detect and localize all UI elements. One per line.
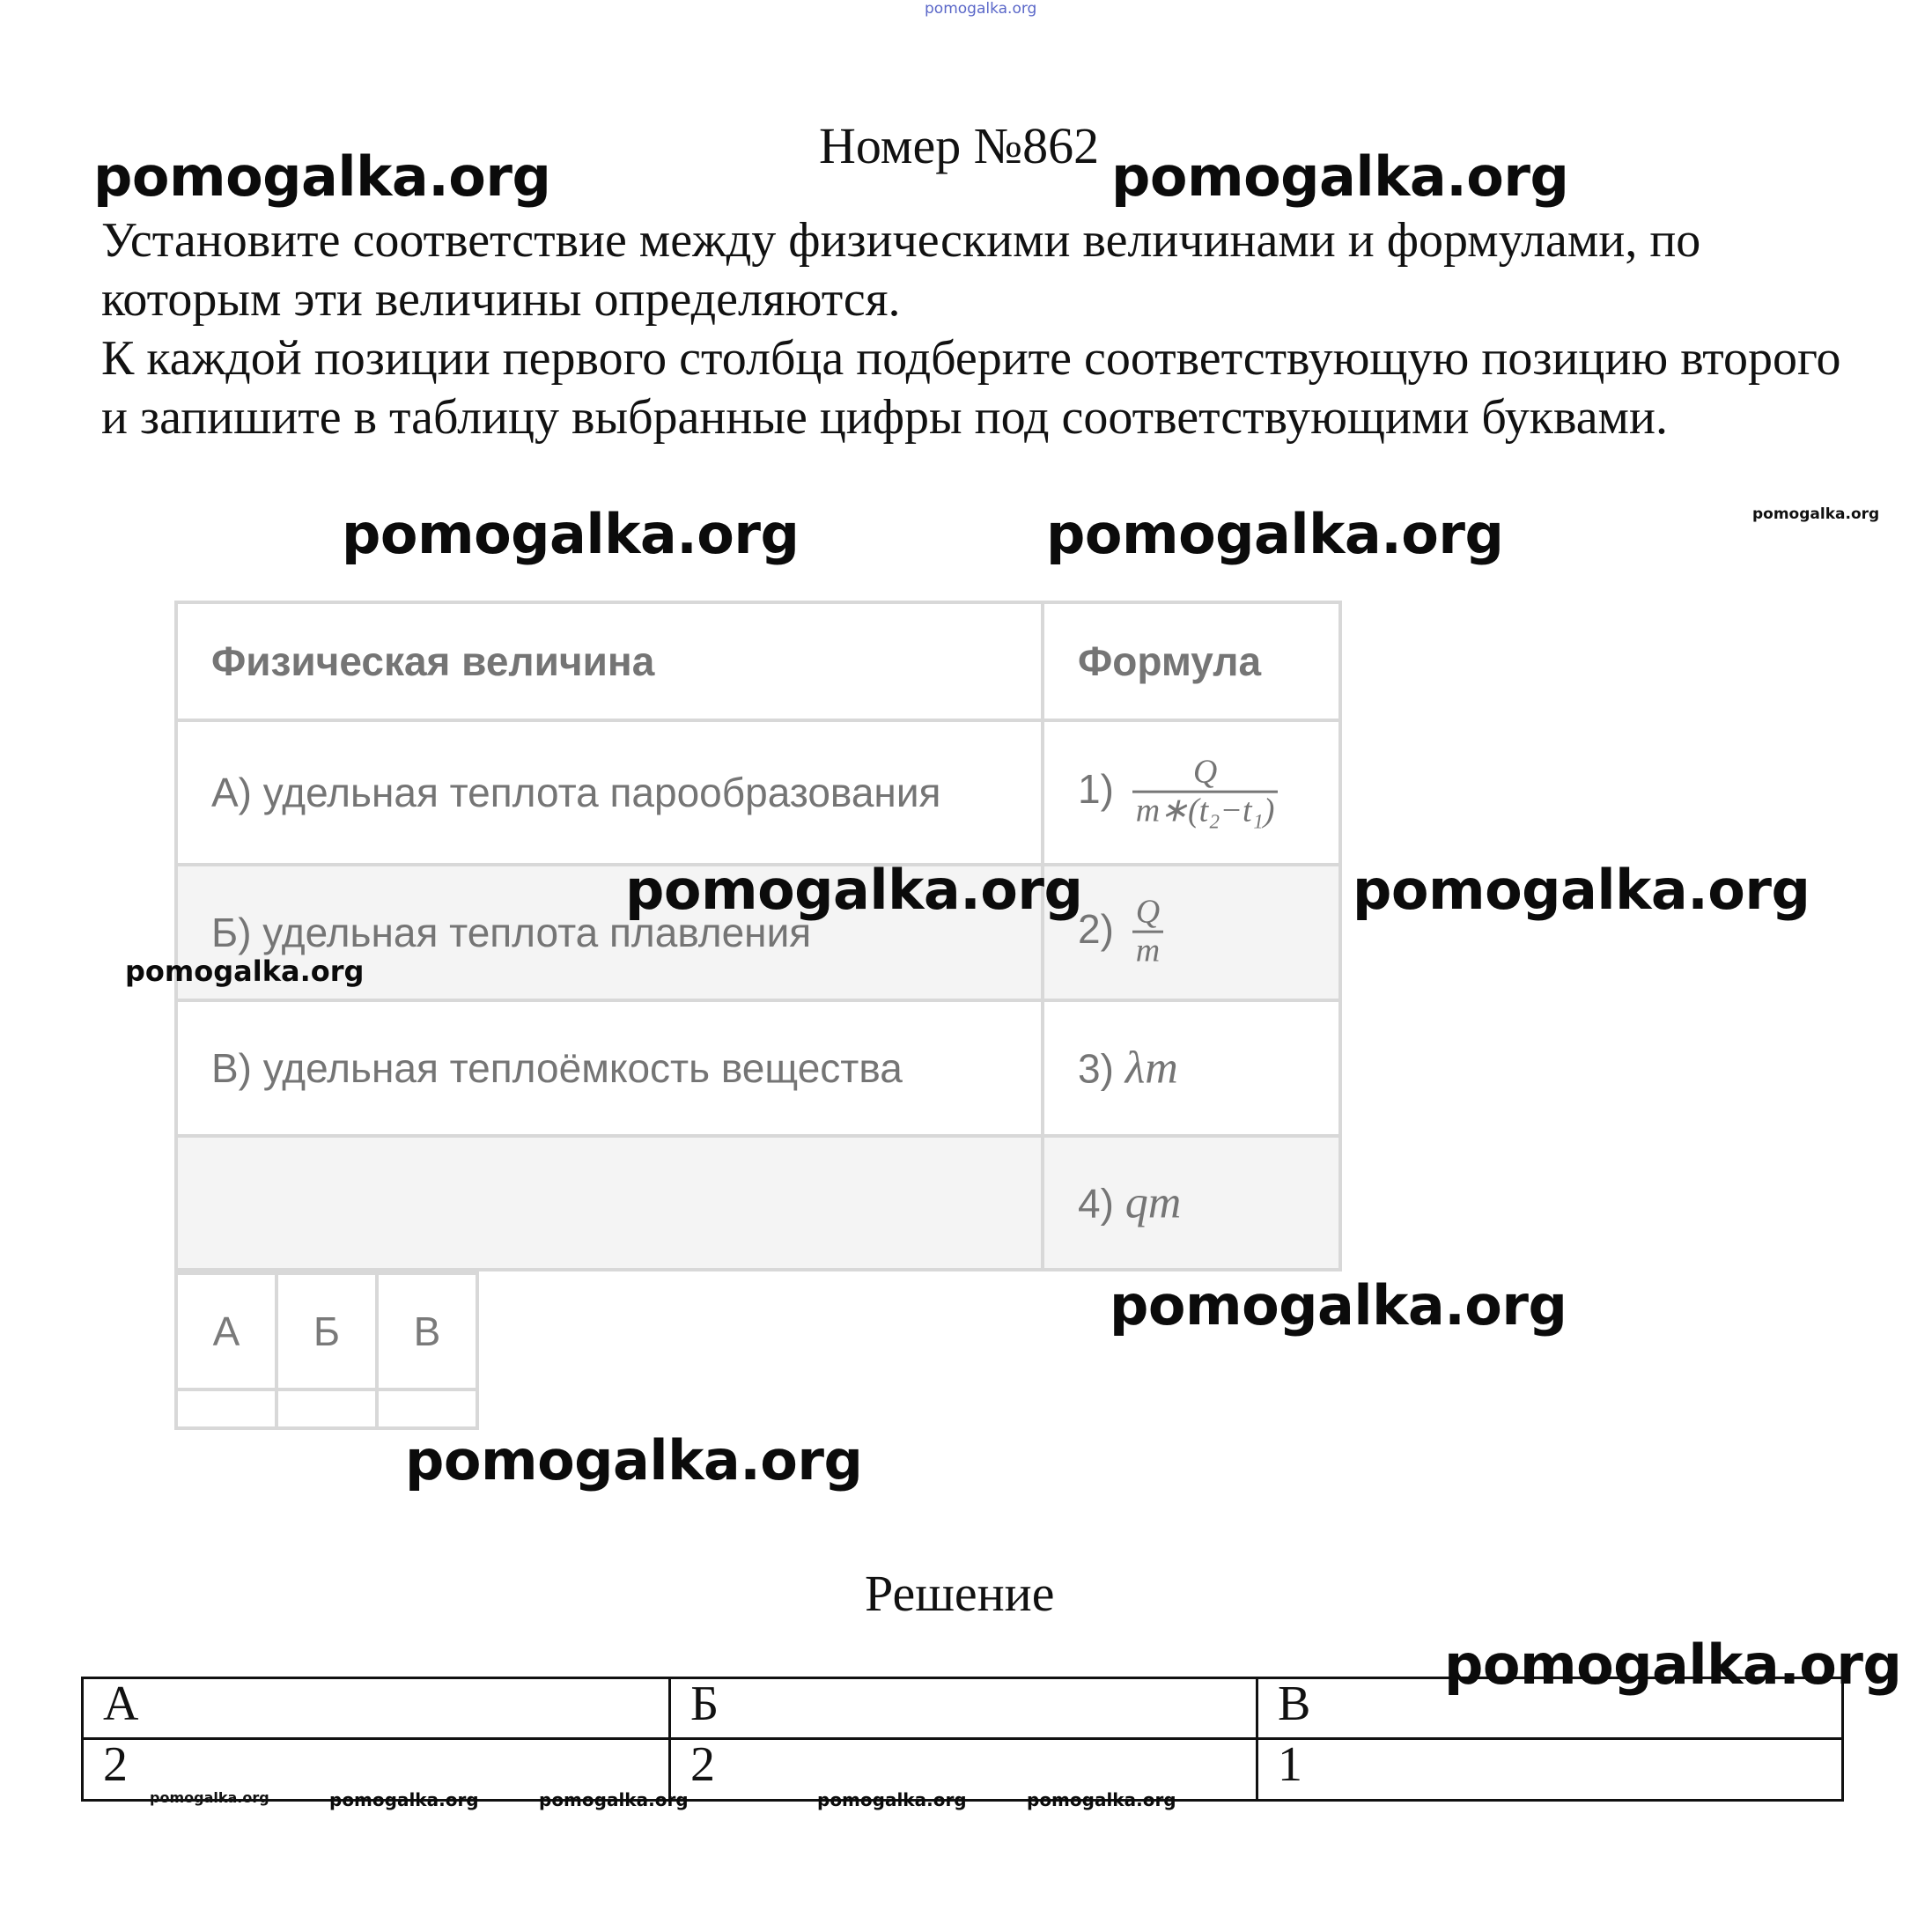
quantity-b: Б) удельная теплота плавления xyxy=(174,863,1044,1002)
watermark: pomogalka.org xyxy=(1110,1273,1567,1338)
task-text xyxy=(101,211,1845,447)
top-watermark: pomogalka.org xyxy=(925,0,1037,18)
quantity-empty xyxy=(174,1134,1044,1271)
solution-header-a: А xyxy=(81,1677,671,1740)
formula-4: 4) qm xyxy=(1041,1134,1342,1271)
task-paragraph-1: Установите соответствие между физическими величинами и формулами, по которым эти величины определяются. xyxy=(101,213,1701,327)
formula-3: 3) λm xyxy=(1041,999,1342,1138)
solution-value-c: 1 xyxy=(1256,1737,1844,1802)
question-table xyxy=(174,601,1342,1271)
watermark-tiny: pomogalka.org xyxy=(1752,505,1880,523)
watermark: pomogalka.org xyxy=(342,502,800,566)
solution-title: Решение xyxy=(865,1565,1055,1622)
watermark-small: pomogalka.org xyxy=(539,1789,689,1810)
formula-1: 1) $\frac{Q}{\text{m∗(t₂−t₁)}}$ xyxy=(1041,719,1342,866)
watermark-small: pomogalka.org xyxy=(1027,1789,1176,1810)
watermark-small: pomogalka.org xyxy=(125,954,365,988)
solution-header-b: Б xyxy=(668,1677,1258,1740)
page-title: Номер №862 xyxy=(819,117,1100,174)
quantity-a: А) удельная теплота парообразования xyxy=(174,719,1044,866)
watermark: pomogalka.org xyxy=(1111,144,1569,209)
answer-grid xyxy=(174,1271,479,1430)
header-formula: Формула xyxy=(1041,601,1342,722)
header-quantity: Физическая величина xyxy=(174,601,1044,722)
answer-cell-c xyxy=(375,1388,479,1430)
answer-letter-b: Б xyxy=(275,1271,379,1391)
watermark: pomogalka.org xyxy=(625,858,1083,922)
watermark: pomogalka.org xyxy=(93,144,551,209)
solution-header-c: В xyxy=(1256,1677,1844,1740)
task-paragraph-2: К каждой позиции первого столбца подберите соответствующую позицию второго и запишите в таблицу выбранные цифры под соответствующими буквами. xyxy=(101,331,1841,445)
watermark-small: pomogalka.org xyxy=(329,1789,479,1810)
answer-letter-a: А xyxy=(174,1271,278,1391)
watermark: pomogalka.org xyxy=(1046,502,1504,566)
solution-value-a: 2 xyxy=(81,1737,671,1802)
formula-2: 2) $\frac{Q}{m}$ xyxy=(1041,863,1342,1002)
watermark-small: pomogalka.org xyxy=(817,1789,967,1810)
watermark: pomogalka.org xyxy=(1444,1633,1902,1697)
answer-letter-c: В xyxy=(375,1271,479,1391)
solution-value-b: 2 xyxy=(668,1737,1258,1802)
answer-cell-b xyxy=(275,1388,379,1430)
quantity-c: В) удельная теплоёмкость вещества xyxy=(174,999,1044,1138)
watermark-tiny: pomogalka.org xyxy=(150,1789,269,1806)
watermark: pomogalka.org xyxy=(405,1428,863,1493)
watermark: pomogalka.org xyxy=(1353,858,1810,922)
answer-cell-a xyxy=(174,1388,278,1430)
